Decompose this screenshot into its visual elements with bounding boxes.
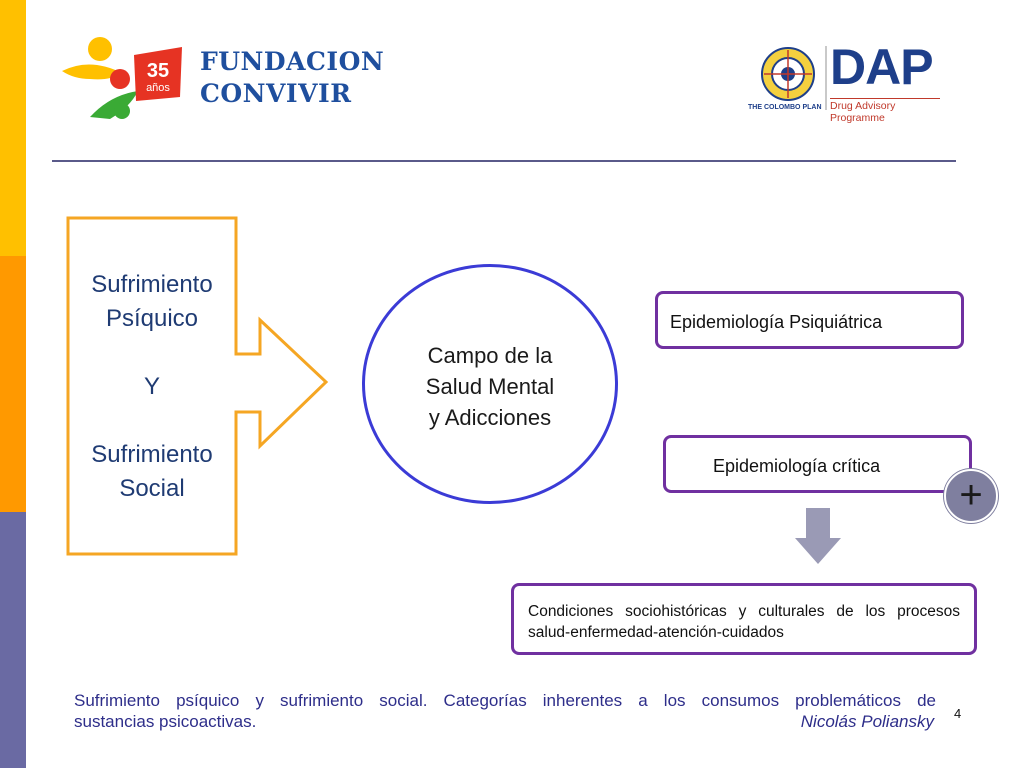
logo-title-line2: CONVIVIR (200, 79, 352, 108)
header-divider (52, 160, 956, 162)
page-number: 4 (954, 706, 962, 721)
circle-line-1: Campo de la (427, 343, 553, 368)
box-condiciones-label: Condiciones sociohistóricas y culturales de los procesos salud-enfermedad-atención-cuidados (528, 603, 960, 641)
footer-title-line2: sustancias psicoactivas. (74, 712, 257, 731)
left-line-4: Social (119, 475, 185, 502)
plus-icon: + (944, 469, 998, 523)
accent-strip-yellow (0, 0, 26, 256)
left-line-3: Sufrimiento (91, 441, 213, 468)
accent-strip-orange (0, 256, 26, 512)
badge-text: años (146, 82, 170, 94)
dap-subtitle: Drug Advisory Programme (830, 98, 940, 124)
badge-number: 35 (146, 60, 170, 82)
box-critica-label: Epidemiología crítica (713, 456, 881, 476)
left-line-2: Psíquico (105, 305, 199, 332)
circle-line-2: Salud Mental (425, 374, 555, 399)
logo-separator (825, 46, 827, 110)
left-connector: Y (143, 373, 160, 400)
box-epidemiologia-psiquiatrica (655, 291, 964, 349)
dap-logo (748, 39, 948, 124)
colombo-plan-label: THE COLOMBO PLAN (748, 104, 822, 111)
footer-author: Nicolás Poliansky (800, 712, 934, 731)
left-block-text (68, 268, 236, 506)
center-circle-text (362, 340, 618, 433)
accent-strip-purple (0, 512, 26, 768)
fundacion-convivir-logo (60, 35, 385, 125)
footer-title-line1: Sufrimiento psíquico y sufrimiento social. Categorías inherentes a los consumos problemáticos de (74, 691, 936, 710)
box-condiciones (511, 583, 977, 655)
box-psiquiatrica-label: Epidemiología Psiquiátrica (670, 312, 883, 332)
convivir-figures-icon (60, 35, 190, 125)
down-arrow-icon (793, 508, 843, 566)
box-epidemiologia-critica (663, 435, 972, 493)
circle-line-3: y Adicciones (428, 405, 552, 430)
colombo-plan-seal-icon (752, 44, 824, 108)
left-line-1: Sufrimiento (91, 271, 213, 298)
logo-title-line1: FUNDACION (200, 47, 385, 76)
dap-wordmark: DAP (830, 39, 933, 95)
